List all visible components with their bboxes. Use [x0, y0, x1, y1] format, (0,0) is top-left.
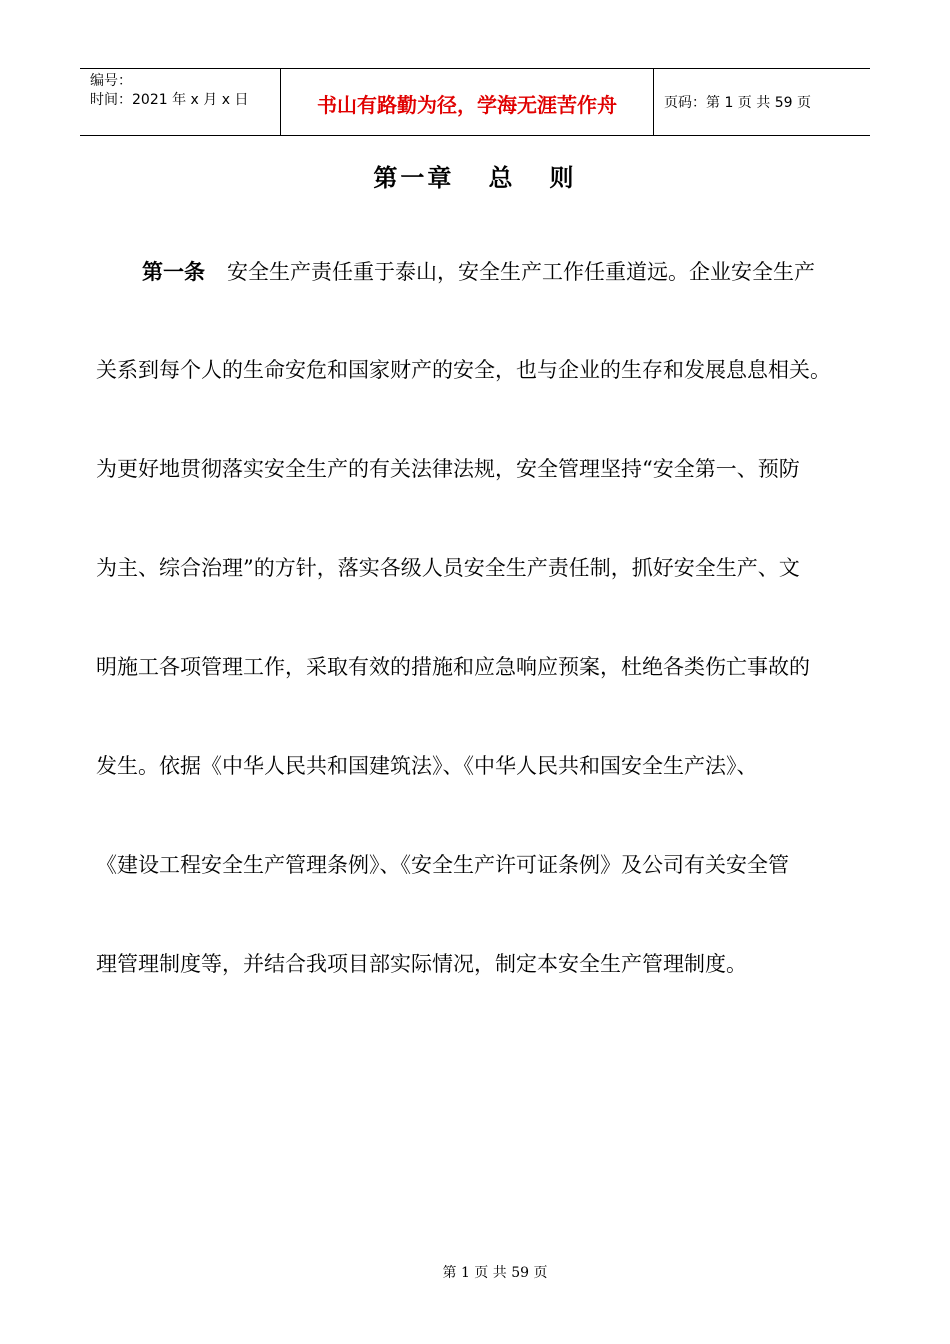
document-header [80, 68, 870, 136]
page-footer: 第 1 页 共 59 页 [442, 1265, 548, 1281]
article-line: 为主、综合治理”的方针，落实各级人员安全生产责任制，抓好安全生产、文 [96, 556, 800, 580]
page-info: 页码：第 1 页 共 59 页 [664, 95, 811, 111]
article-label: 第一条 [142, 259, 205, 284]
article-line: 关系到每个人的生命安危和国家财产的安全，也与企业的生存和发展息息相关。 [96, 358, 831, 382]
article-line: 发生。依据《中华人民共和国建筑法》、《中华人民共和国安全生产法》、 [96, 754, 758, 778]
article-line: 为更好地贯彻落实安全生产的有关法律法规，安全管理坚持“安全第一、预防 [96, 457, 800, 481]
date-label: 时间：2021 年 x 月 x 日 [90, 92, 249, 108]
article-line: 明施工各项管理工作，采取有效的措施和应急响应预案，杜绝各类伤亡事故的 [96, 655, 810, 679]
article-body [96, 222, 858, 1014]
article-line: 理管理制度等，并结合我项目部实际情况，制定本安全生产管理制度。 [96, 952, 747, 976]
chapter-title: 第一章 总 则 [373, 163, 577, 192]
header-meta-cell [80, 69, 281, 135]
serial-number-label: 编号： [90, 73, 132, 89]
header-motto-cell [281, 69, 654, 135]
motto-text: 书山有路勤为径，学海无涯苦作舟 [317, 92, 617, 117]
article-line [96, 222, 858, 321]
article-line: 《建设工程安全生产管理条例》、《安全生产许可证条例》及公司有关安全管 [96, 853, 789, 877]
article-line-text: 安全生产责任重于泰山，安全生产工作任重道远。企业安全生产 [227, 260, 815, 284]
header-page-cell [654, 69, 870, 135]
